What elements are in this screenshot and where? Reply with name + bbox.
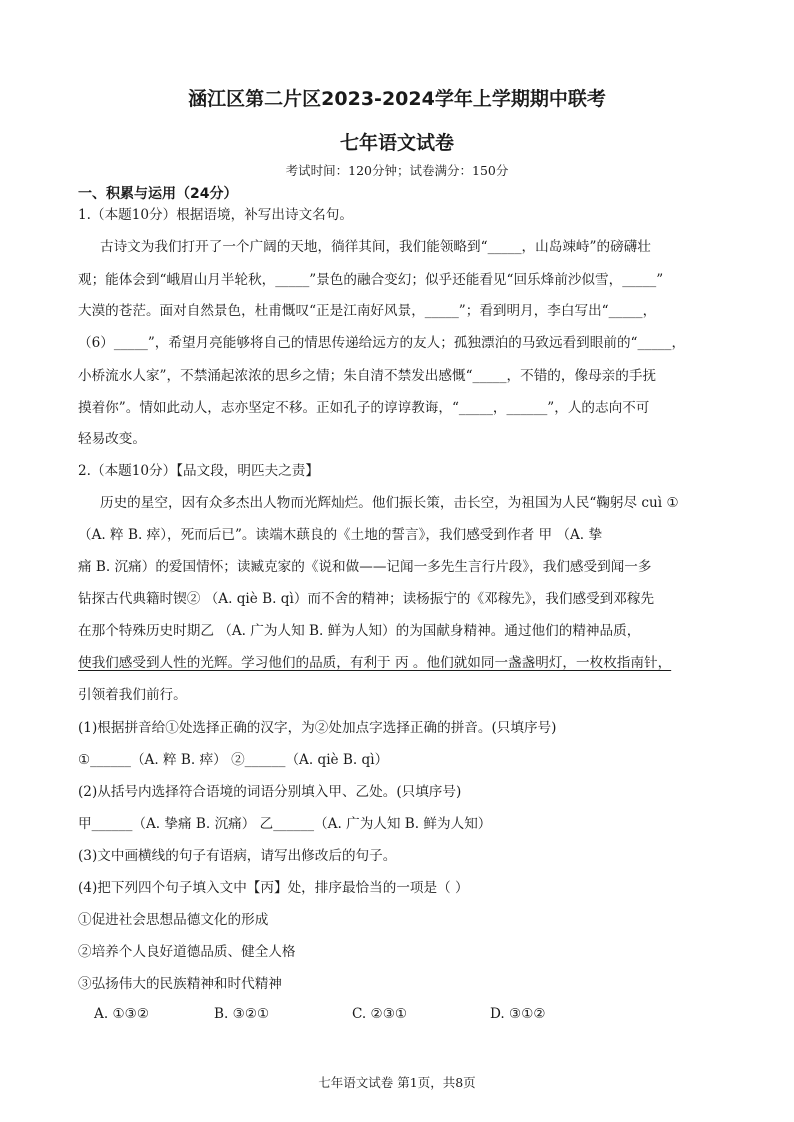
- q2-passage-line: 历史的星空，因有众多杰出人物而光辉灿烂。他们振长策，击长空，为祖国为人民“鞠躬尽 cuì ①: [100, 495, 679, 511]
- q1-line: （6）_____”，希望月亮能够将自己的情思传递给远方的友人；孤独漂泊的马致远看到眼前的“_____，: [78, 335, 686, 351]
- q2-item: ②培养个人良好道德品质、健全人格: [78, 944, 296, 960]
- q2-passage-line: 钻探古代典籍时锲② （A. qiè B. qì）而不舍的精神；读杨振宁的《邓稼先》，我们感受到邓稼先: [78, 591, 655, 607]
- q1-line: 观；能体会到“峨眉山月半轮秋，_____”景色的融合变幻；似乎还能看见“回乐烽前沙似雪，_____”: [78, 272, 664, 288]
- q2-underlined-sentence: 使我们感受到人性的光辉。学习他们的品质，有利于 丙 。他们就如同一盏盏明灯，一枚枚指南针，: [78, 655, 672, 671]
- q1-line: 大漠的苍茫。面对自然景色，杜甫慨叹“正是江南好风景，_____”；看到明月，李白写出“_____，: [78, 303, 657, 319]
- q1-stem: 1.（本题10分）根据语境，补写出诗文名句。: [78, 207, 353, 223]
- q2-passage-line: 在那个特殊历史时期乙 （A. 广为人知 B. 鲜为人知）的为国献身精神。通过他们的精神品质，: [78, 623, 641, 639]
- page-footer: 七年语文试卷 第1页，共8页: [318, 1075, 476, 1090]
- exam-title: 涵江区第二片区2023-2024学年上学期期中联考: [188, 88, 606, 110]
- q2-sub2-answer: 甲______（A. 挚痛 B. 沉痛） 乙______（A. 广为人知 B. 鲜为人知）: [78, 816, 492, 832]
- q1-line: 古诗文为我们打开了一个广阔的天地，徜徉其间，我们能领略到“_____，山岛竦峙”的磅礴壮: [100, 239, 651, 255]
- q2-stem: 2.（本题10分）【品文段，明匹夫之责】: [78, 463, 319, 479]
- q2-passage-line: 痛 B. 沉痛）的爱国情怀；读臧克家的《说和做——记闻一多先生言行片段》，我们感受到闻一多: [78, 559, 652, 575]
- q2-passage-line: （A. 粹 B. 瘁），死而后已”。读端木蕻良的《土地的誓言》，我们感受到作者 甲 （A. 挚: [78, 527, 603, 543]
- exam-subtitle: 七年语文试卷: [339, 132, 454, 154]
- q2-sub2: (2)从括号内选择符合语境的词语分别填入甲、乙处。(只填序号): [78, 784, 462, 800]
- choice-a: A. ①③②: [94, 1006, 150, 1022]
- q2-passage-line: 引领着我们前行。: [78, 687, 187, 703]
- q2-sub1-answer: ①______（A. 粹 B. 瘁） ②______（A. qiè B. qì）: [78, 752, 389, 768]
- q2-sub1: (1)根据拼音给①处选择正确的汉字，为②处加点字选择正确的拼音。(只填序号): [78, 720, 557, 736]
- q2-item: ①促进社会思想品德文化的形成: [78, 912, 269, 928]
- q1-line: 轻易改变。: [78, 431, 146, 447]
- q1-line: 小桥流水人家”，不禁涌起浓浓的思乡之情；朱自清不禁发出感慨“_____，不错的，像母亲的手抚: [78, 368, 657, 384]
- choice-b: B. ③②①: [214, 1006, 270, 1022]
- q2-sub3: (3)文中画横线的句子有语病，请写出修改后的句子。: [78, 848, 397, 864]
- choice-c: C. ②③①: [352, 1006, 408, 1022]
- section-heading: 一、积累与运用（24分）: [78, 186, 238, 202]
- q2-item: ③弘扬伟大的民族精神和时代精神: [78, 976, 282, 992]
- choice-d: D. ③①②: [490, 1006, 546, 1022]
- q2-sub4: (4)把下列四个句子填入文中【丙】处，排序最恰当的一项是（ ）: [78, 880, 469, 896]
- exam-meta: 考试时间：120分钟；试卷满分：150分: [285, 163, 509, 178]
- q1-line: 摸着你”。情如此动人，志亦坚定不移。正如孔子的谆谆教诲，“_____，______”，人的志向不可: [78, 400, 650, 416]
